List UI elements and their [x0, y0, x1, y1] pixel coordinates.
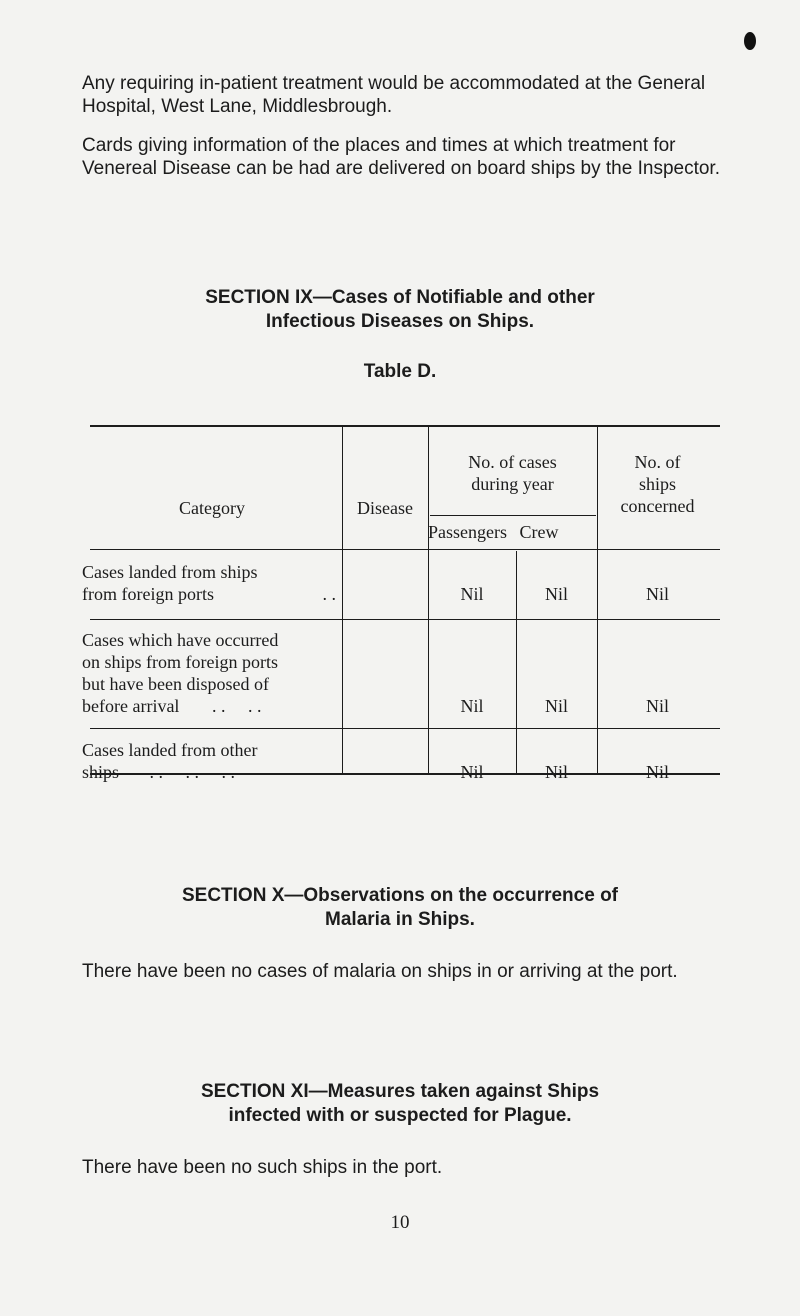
- header-cases: No. of cases during year: [468, 452, 557, 494]
- row-category-line: on ships from foreign ports: [82, 652, 278, 672]
- cell-ships: Nil: [645, 762, 669, 782]
- header-passengers: Passengers: [428, 522, 507, 542]
- cell-crew: Nil: [544, 762, 568, 782]
- table-d: [82, 425, 718, 782]
- row-leader: . .: [322, 584, 336, 604]
- cell-ships: Nil: [645, 584, 669, 604]
- intro-paragraph-1: Any requiring in-patient treatment would be accommodated at the General Hospital, West Lane, Middlesbrough.: [82, 73, 706, 117]
- row-leader: . . . . . .: [149, 762, 236, 782]
- header-ships: No. of ships concerned: [620, 452, 695, 516]
- row-leader: . . . .: [211, 696, 262, 716]
- section-xi-text: There have been no such ships in the port.: [82, 1157, 443, 1178]
- section-x-heading: SECTION X—Observations on the occurrence of Malaria in Ships.: [181, 885, 619, 930]
- header-crew: Crew: [519, 522, 559, 542]
- section-x-text: There have been no cases of malaria on ships in or arriving at the port.: [82, 961, 678, 982]
- table-row: [82, 629, 340, 717]
- table-title: Table D.: [363, 361, 437, 382]
- row-category-line: before arrival: [82, 696, 180, 716]
- intro-paragraph-2: Cards giving information of the places and times at which treatment for Venereal Disease can be had are delivered on board ships by the Inspector.: [82, 135, 720, 179]
- ink-blot: [744, 32, 756, 50]
- row-category-line: but have been disposed of: [82, 674, 269, 694]
- row-category-line: ships: [82, 762, 120, 782]
- table-row: [82, 561, 340, 605]
- table-row: [82, 739, 340, 783]
- cell-crew: Nil: [544, 584, 568, 604]
- row-category-line: Cases which have occurred: [82, 630, 279, 650]
- row-category-line: Cases landed from ships: [82, 562, 258, 582]
- cell-passengers: Nil: [460, 584, 484, 604]
- row-category-line: from foreign ports: [82, 584, 214, 604]
- header-disease: Disease: [357, 498, 413, 518]
- page-number: 10: [390, 1212, 410, 1233]
- header-subcolumns: [428, 521, 597, 543]
- cell-passengers: Nil: [460, 762, 484, 782]
- row-category-line: Cases landed from other: [82, 740, 258, 760]
- section-xi-heading: SECTION XI—Measures taken against Ships infected with or suspected for Plague.: [200, 1081, 600, 1126]
- section-ix-heading: SECTION IX—Cases of Notifiable and other Infectious Diseases on Ships.: [205, 287, 595, 332]
- cell-crew: Nil: [544, 696, 568, 716]
- header-category: Category: [179, 498, 245, 518]
- cell-ships: Nil: [645, 696, 669, 716]
- cell-passengers: Nil: [460, 696, 484, 716]
